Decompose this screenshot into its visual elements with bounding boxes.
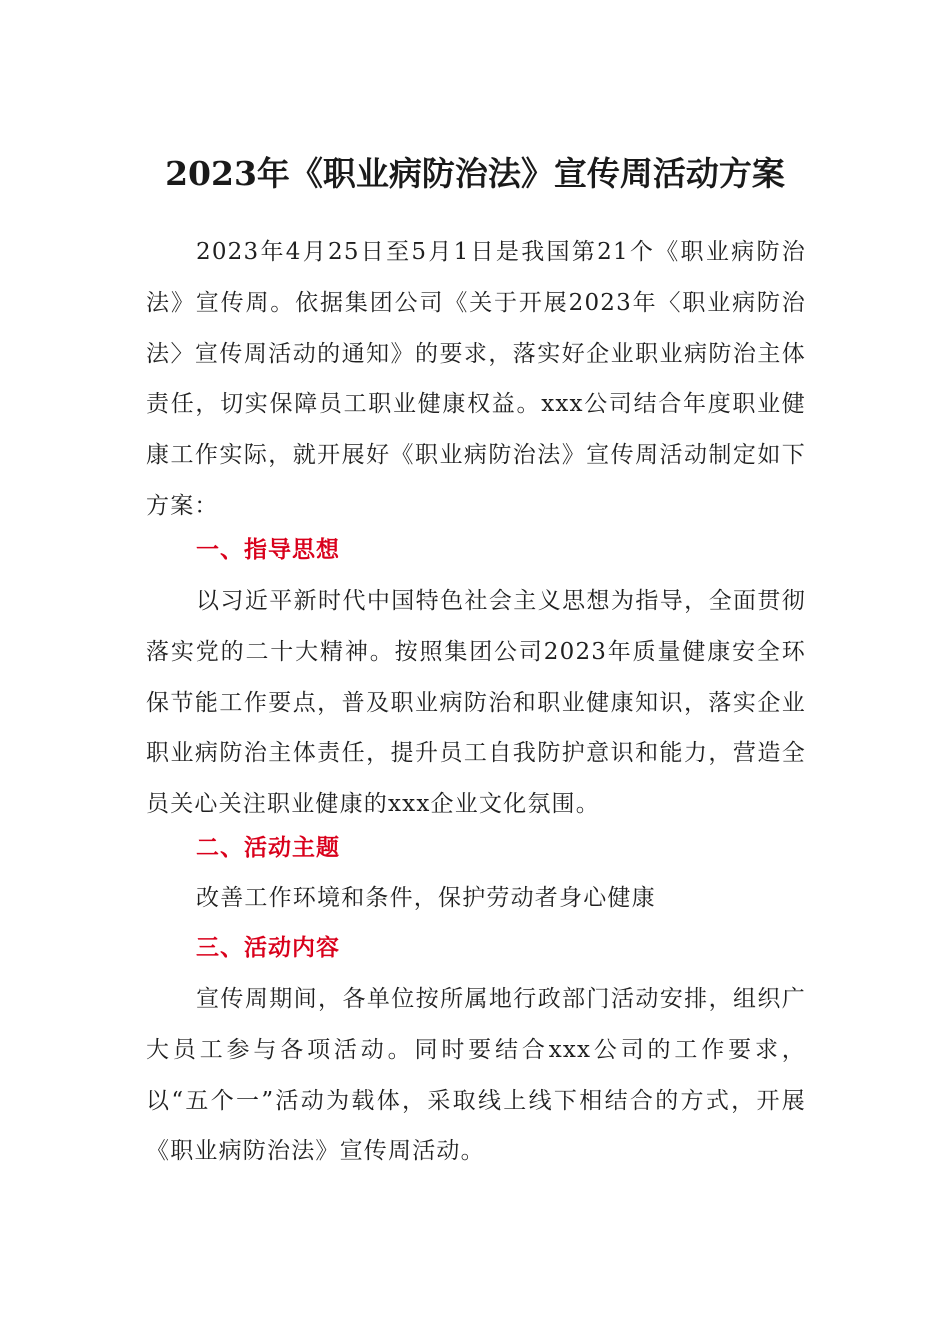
section-body-activity-content: 宣传周期间，各单位按所属地行政部门活动安排，组织广大员工参与各项活动。同时要结合xxx公司的工作要求，以“五个一”活动为载体，采取线上线下相结合的方式，开展《职业病防治法》宣传周活动。 <box>146 986 806 1165</box>
document-title: 2023年《职业病防治法》宣传周活动方案 <box>165 154 785 193</box>
section-heading-activity-theme: 二、活动主题 <box>196 835 340 861</box>
section-body-guiding-ideology: 以习近平新时代中国特色社会主义思想为指导，全面贯彻落实党的二十大精神。按照集团公司2023年质量健康安全环保节能工作要点，普及职业病防治和职业健康知识，落实企业职业病防治主体责任，提升员工自我防护意识和能力，营造全员关心关注职业健康的xxx企业文化氛围。 <box>146 588 806 818</box>
section-body-activity-theme: 改善工作环境和条件，保护劳动者身心健康 <box>196 885 656 911</box>
intro-paragraph: 2023年4月25日至5月1日是我国第21个《职业病防治法》宣传周。依据集团公司《关于开展2023年〈职业病防治法〉宣传周活动的通知》的要求，落实好企业职业病防治主体责任，切实保障员工职业健康权益。xxx公司结合年度职业健康工作实际，就开展好《职业病防治法》宣传周活动制定如下方案： <box>146 239 806 519</box>
section-heading-guiding-ideology: 一、指导思想 <box>196 537 340 563</box>
section-heading-activity-content: 三、活动内容 <box>196 935 340 961</box>
